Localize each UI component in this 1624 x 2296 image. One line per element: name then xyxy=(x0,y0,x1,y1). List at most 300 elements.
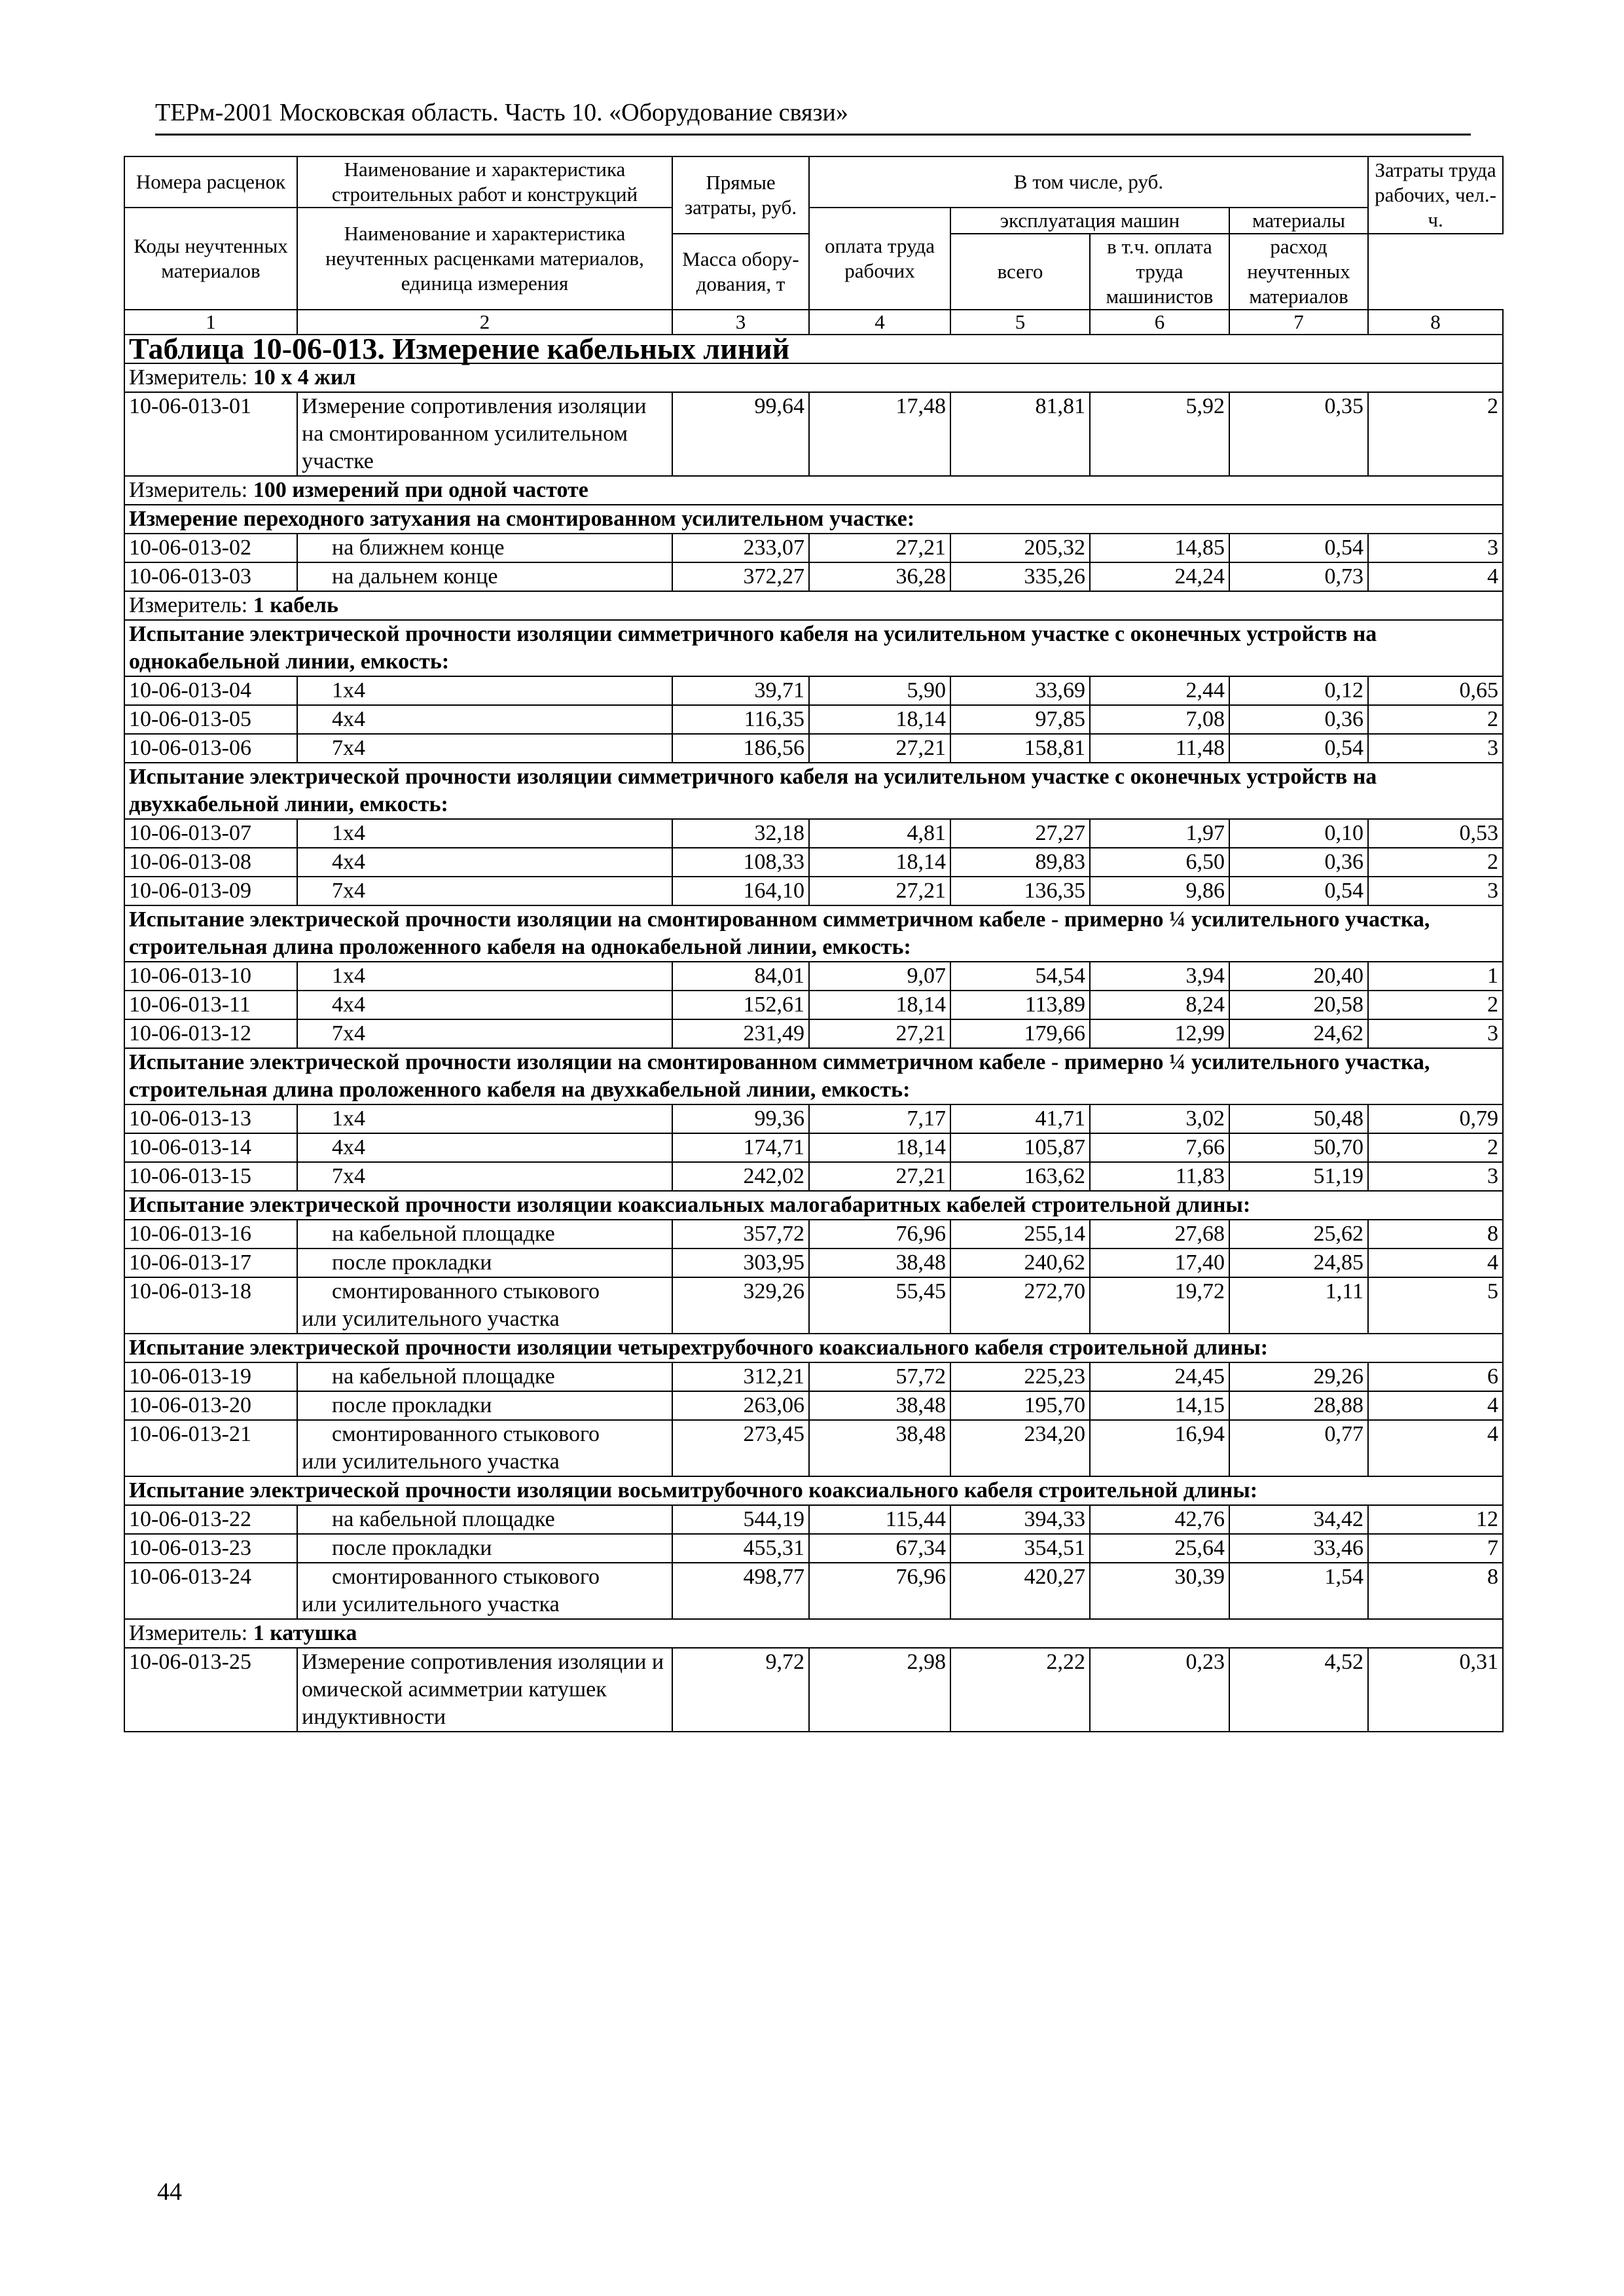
value-col7: 0,35 xyxy=(1229,392,1368,476)
value-col7: 0,54 xyxy=(1229,734,1368,763)
work-name xyxy=(297,1019,672,1048)
work-name-continuation: или усилительного участка xyxy=(302,1592,560,1616)
value-col8: 8 xyxy=(1368,1563,1503,1619)
work-name-text: после прокладки xyxy=(332,1250,492,1275)
table-row xyxy=(124,1133,1503,1162)
value-col5: 27,27 xyxy=(950,819,1090,848)
rate-code: 10-06-013-17 xyxy=(124,1248,297,1277)
value-col4: 18,14 xyxy=(809,705,950,734)
work-name-continuation: или усилительного участка xyxy=(302,1307,560,1331)
value-col7: 29,26 xyxy=(1229,1362,1368,1391)
work-name xyxy=(297,819,672,848)
value-col4: 5,90 xyxy=(809,676,950,705)
measure-value: 1 кабель xyxy=(253,593,338,617)
table-row xyxy=(124,962,1503,991)
work-name-text: смонтированного стыкового xyxy=(332,1279,600,1303)
work-name xyxy=(297,1563,672,1619)
value-col6: 8,24 xyxy=(1090,991,1229,1019)
value-col3: 498,77 xyxy=(672,1563,809,1619)
work-name-continuation: или усилительного участка xyxy=(302,1449,560,1474)
work-name-text: после прокладки xyxy=(332,1393,492,1417)
value-col5: 2,22 xyxy=(950,1648,1090,1732)
work-name xyxy=(297,1534,672,1563)
value-col4: 4,81 xyxy=(809,819,950,848)
work-name xyxy=(297,1133,672,1162)
value-col5: 158,81 xyxy=(950,734,1090,763)
value-col8: 2 xyxy=(1368,848,1503,877)
value-col8: 1 xyxy=(1368,962,1503,991)
value-col8: 4 xyxy=(1368,1248,1503,1277)
group-row xyxy=(124,1048,1503,1104)
work-name-text: 1х4 xyxy=(332,964,365,988)
work-name-text: 4х4 xyxy=(332,1135,365,1159)
value-col4: 67,34 xyxy=(809,1534,950,1563)
value-col6: 17,40 xyxy=(1090,1248,1229,1277)
work-name xyxy=(297,1391,672,1420)
value-col7: 1,54 xyxy=(1229,1563,1368,1619)
work-name xyxy=(297,1420,672,1476)
measure-row xyxy=(124,363,1503,392)
header-materials: материалы xyxy=(1229,208,1368,234)
value-col3: 455,31 xyxy=(672,1534,809,1563)
rate-code: 10-06-013-12 xyxy=(124,1019,297,1048)
rate-code: 10-06-013-03 xyxy=(124,562,297,591)
value-col6: 11,48 xyxy=(1090,734,1229,763)
value-col3: 32,18 xyxy=(672,819,809,848)
value-col7: 34,42 xyxy=(1229,1505,1368,1534)
value-col4: 2,98 xyxy=(809,1648,950,1732)
table-row xyxy=(124,734,1503,763)
rate-code: 10-06-013-13 xyxy=(124,1104,297,1133)
value-col4: 38,48 xyxy=(809,1391,950,1420)
table-row xyxy=(124,991,1503,1019)
rate-code: 10-06-013-09 xyxy=(124,877,297,905)
table-row xyxy=(124,1391,1503,1420)
value-col7: 0,54 xyxy=(1229,877,1368,905)
header-col1-bottom: Коды неучтенных материалов xyxy=(124,208,297,310)
value-col6: 0,23 xyxy=(1090,1648,1229,1732)
value-col8: 12 xyxy=(1368,1505,1503,1534)
work-name-text: 4х4 xyxy=(332,993,365,1017)
work-name xyxy=(297,848,672,877)
rate-code: 10-06-013-22 xyxy=(124,1505,297,1534)
value-col5: 54,54 xyxy=(950,962,1090,991)
value-col7: 0,12 xyxy=(1229,676,1368,705)
group-row xyxy=(124,620,1503,676)
value-col7: 51,19 xyxy=(1229,1162,1368,1191)
work-name-text: 7х4 xyxy=(332,879,365,903)
work-name-text: на дальнем конце xyxy=(332,564,498,589)
table-row xyxy=(124,1505,1503,1534)
value-col7: 28,88 xyxy=(1229,1391,1368,1420)
work-name xyxy=(297,991,672,1019)
value-col3: 39,71 xyxy=(672,676,809,705)
work-name xyxy=(297,1362,672,1391)
value-col8: 3 xyxy=(1368,1162,1503,1191)
value-col8: 4 xyxy=(1368,1391,1503,1420)
table-header xyxy=(124,156,1503,335)
header-col2-bottom: Наименование и характеристика неучтенных расценками материалов, единица измерения xyxy=(297,208,672,310)
measure-cell xyxy=(124,363,1503,392)
header-col1-top: Номера расценок xyxy=(124,156,297,208)
value-col5: 335,26 xyxy=(950,562,1090,591)
value-col5: 205,32 xyxy=(950,534,1090,562)
rate-code: 10-06-013-02 xyxy=(124,534,297,562)
value-col8: 4 xyxy=(1368,1420,1503,1476)
value-col4: 27,21 xyxy=(809,734,950,763)
rate-code: 10-06-013-10 xyxy=(124,962,297,991)
work-name-text: смонтированного стыкового xyxy=(332,1422,600,1446)
header-col5: всего xyxy=(950,234,1090,310)
value-col6: 27,68 xyxy=(1090,1220,1229,1248)
col-number: 5 xyxy=(950,310,1090,335)
table-row xyxy=(124,562,1503,591)
value-col5: 41,71 xyxy=(950,1104,1090,1133)
value-col8: 0,79 xyxy=(1368,1104,1503,1133)
value-col3: 242,02 xyxy=(672,1162,809,1191)
value-col7: 33,46 xyxy=(1229,1534,1368,1563)
value-col3: 231,49 xyxy=(672,1019,809,1048)
value-col5: 394,33 xyxy=(950,1505,1090,1534)
value-col8: 2 xyxy=(1368,705,1503,734)
col-number: 4 xyxy=(809,310,950,335)
table-title-row xyxy=(124,335,1503,363)
value-col8: 4 xyxy=(1368,562,1503,591)
value-col4: 38,48 xyxy=(809,1248,950,1277)
measure-cell xyxy=(124,591,1503,620)
group-row xyxy=(124,1476,1503,1505)
work-name xyxy=(297,534,672,562)
work-name xyxy=(297,1248,672,1277)
value-col4: 76,96 xyxy=(809,1220,950,1248)
header-machines: эксплуатация машин xyxy=(950,208,1229,234)
rate-code: 10-06-013-19 xyxy=(124,1362,297,1391)
value-col8: 2 xyxy=(1368,991,1503,1019)
col-number: 2 xyxy=(297,310,672,335)
value-col3: 174,71 xyxy=(672,1133,809,1162)
header-numbers xyxy=(124,310,1503,335)
table-row xyxy=(124,1648,1503,1732)
col-number: 8 xyxy=(1368,310,1503,335)
rate-code: 10-06-013-15 xyxy=(124,1162,297,1191)
work-name-text: на кабельной площадке xyxy=(332,1364,555,1389)
value-col5: 113,89 xyxy=(950,991,1090,1019)
value-col6: 14,85 xyxy=(1090,534,1229,562)
value-col4: 18,14 xyxy=(809,1133,950,1162)
table-row xyxy=(124,534,1503,562)
table-body xyxy=(124,332,1503,1732)
rate-code: 10-06-013-23 xyxy=(124,1534,297,1563)
col-number: 3 xyxy=(672,310,809,335)
value-col7: 20,40 xyxy=(1229,962,1368,991)
value-col8: 8 xyxy=(1368,1220,1503,1248)
value-col8: 3 xyxy=(1368,877,1503,905)
group-row xyxy=(124,1191,1503,1220)
value-col5: 105,87 xyxy=(950,1133,1090,1162)
work-name-text: смонтированного стыкового xyxy=(332,1565,600,1589)
group-row xyxy=(124,905,1503,962)
value-col6: 6,50 xyxy=(1090,848,1229,877)
value-col6: 24,45 xyxy=(1090,1362,1229,1391)
value-col5: 354,51 xyxy=(950,1534,1090,1563)
value-col3: 372,27 xyxy=(672,562,809,591)
value-col7: 24,85 xyxy=(1229,1248,1368,1277)
rate-code: 10-06-013-06 xyxy=(124,734,297,763)
value-col6: 3,94 xyxy=(1090,962,1229,991)
header-col3: Прямые затраты, руб. xyxy=(672,156,809,234)
value-col6: 16,94 xyxy=(1090,1420,1229,1476)
measure-cell xyxy=(124,476,1503,505)
value-col5: 225,23 xyxy=(950,1362,1090,1391)
value-col3: 99,36 xyxy=(672,1104,809,1133)
value-col5: 272,70 xyxy=(950,1277,1090,1334)
group-title: Испытание электрической прочности изоляции на смонтированном симметричном кабеле - примерно ¼ усилительного участка, строительная длина проложенного кабеля на однокабельной линии, емкость: xyxy=(124,905,1503,962)
group-title: Испытание электрической прочности изоляции четырехтрубочного коаксиального кабеля строительной длины: xyxy=(124,1334,1503,1362)
work-name xyxy=(297,1648,672,1732)
work-name-text: Измерение сопротивления изоляции и омической асимметрии катушек индуктивности xyxy=(302,1650,664,1729)
measure-row xyxy=(124,591,1503,620)
value-col4: 9,07 xyxy=(809,962,950,991)
value-col4: 36,28 xyxy=(809,562,950,591)
value-col5: 33,69 xyxy=(950,676,1090,705)
measure-value: 100 измерений при одной частоте xyxy=(253,478,588,502)
measure-value: 10 х 4 жил xyxy=(253,365,356,390)
value-col7: 0,36 xyxy=(1229,848,1368,877)
value-col5: 179,66 xyxy=(950,1019,1090,1048)
value-col4: 27,21 xyxy=(809,1019,950,1048)
value-col4: 55,45 xyxy=(809,1277,950,1334)
value-col3: 108,33 xyxy=(672,848,809,877)
work-name xyxy=(297,1277,672,1334)
value-col7: 0,10 xyxy=(1229,819,1368,848)
value-col3: 329,26 xyxy=(672,1277,809,1334)
value-col4: 18,14 xyxy=(809,991,950,1019)
measure-label: Измеритель: xyxy=(129,593,248,617)
group-title: Испытание электрической прочности изоляции коаксиальных малогабаритных кабелей строительной длины: xyxy=(124,1191,1503,1220)
work-name xyxy=(297,705,672,734)
work-name xyxy=(297,1505,672,1534)
value-col7: 25,62 xyxy=(1229,1220,1368,1248)
page-header: ТЕРм-2001 Московская область. Часть 10. «Оборудование связи» xyxy=(155,97,1471,136)
header-col4: оплата труда рабочих xyxy=(809,208,950,310)
rate-code: 10-06-013-14 xyxy=(124,1133,297,1162)
work-name-text: после прокладки xyxy=(332,1536,492,1560)
value-col4: 27,21 xyxy=(809,877,950,905)
col-number: 7 xyxy=(1229,310,1368,335)
header-col7: расход неучтенных материалов xyxy=(1229,234,1368,310)
value-col3: 84,01 xyxy=(672,962,809,991)
value-col8: 3 xyxy=(1368,1019,1503,1048)
page-number: 44 xyxy=(157,2178,182,2206)
value-col3: 233,07 xyxy=(672,534,809,562)
value-col6: 1,97 xyxy=(1090,819,1229,848)
value-col4: 57,72 xyxy=(809,1362,950,1391)
value-col6: 2,44 xyxy=(1090,676,1229,705)
value-col4: 38,48 xyxy=(809,1420,950,1476)
table-row xyxy=(124,1362,1503,1391)
rate-code: 10-06-013-05 xyxy=(124,705,297,734)
table-row xyxy=(124,848,1503,877)
work-name-text: Измерение сопротивления изоляции на смонтированном усилительном участке xyxy=(302,394,647,473)
value-col3: 312,21 xyxy=(672,1362,809,1391)
rate-code: 10-06-013-11 xyxy=(124,991,297,1019)
table-row xyxy=(124,676,1503,705)
value-col8: 3 xyxy=(1368,734,1503,763)
value-col6: 25,64 xyxy=(1090,1534,1229,1563)
header-incl: В том числе, руб. xyxy=(809,156,1368,208)
value-col6: 7,08 xyxy=(1090,705,1229,734)
value-col7: 4,52 xyxy=(1229,1648,1368,1732)
work-name-text: 1х4 xyxy=(332,678,365,702)
rate-code: 10-06-013-01 xyxy=(124,392,297,476)
value-col6: 42,76 xyxy=(1090,1505,1229,1534)
group-row xyxy=(124,505,1503,534)
value-col7: 0,36 xyxy=(1229,705,1368,734)
value-col7: 0,77 xyxy=(1229,1420,1368,1476)
value-col3: 9,72 xyxy=(672,1648,809,1732)
value-col7: 20,58 xyxy=(1229,991,1368,1019)
rate-code: 10-06-013-18 xyxy=(124,1277,297,1334)
table-row xyxy=(124,1563,1503,1619)
work-name-text: на кабельной площадке xyxy=(332,1222,555,1246)
value-col5: 240,62 xyxy=(950,1248,1090,1277)
header-col6: в т.ч. оплата труда машинистов xyxy=(1090,234,1229,310)
value-col3: 186,56 xyxy=(672,734,809,763)
value-col4: 18,14 xyxy=(809,848,950,877)
value-col7: 0,73 xyxy=(1229,562,1368,591)
table-row xyxy=(124,392,1503,476)
rate-code: 10-06-013-24 xyxy=(124,1563,297,1619)
value-col3: 303,95 xyxy=(672,1248,809,1277)
value-col4: 7,17 xyxy=(809,1104,950,1133)
value-col4: 27,21 xyxy=(809,534,950,562)
group-row xyxy=(124,1334,1503,1362)
value-col3: 152,61 xyxy=(672,991,809,1019)
value-col8: 5 xyxy=(1368,1277,1503,1334)
work-name xyxy=(297,562,672,591)
group-title: Испытание электрической прочности изоляции на смонтированном симметричном кабеле - примерно ¼ усилительного участка, строительная длина проложенного кабеля на двухкабельной линии, емкость: xyxy=(124,1048,1503,1104)
value-col4: 27,21 xyxy=(809,1162,950,1191)
header-col8-bottom: Масса обору-дования, т xyxy=(672,234,809,310)
rate-code: 10-06-013-21 xyxy=(124,1420,297,1476)
value-col6: 3,02 xyxy=(1090,1104,1229,1133)
table-row xyxy=(124,1534,1503,1563)
value-col3: 116,35 xyxy=(672,705,809,734)
work-name xyxy=(297,877,672,905)
value-col5: 163,62 xyxy=(950,1162,1090,1191)
rates-table xyxy=(124,156,1504,1732)
value-col7: 50,70 xyxy=(1229,1133,1368,1162)
work-name-text: 7х4 xyxy=(332,1021,365,1046)
work-name-text: 4х4 xyxy=(332,707,365,731)
work-name-text: 1х4 xyxy=(332,1106,365,1131)
table-title: Таблица 10-06-013. Измерение кабельных линий xyxy=(124,335,1503,363)
value-col3: 357,72 xyxy=(672,1220,809,1248)
value-col5: 195,70 xyxy=(950,1391,1090,1420)
work-name-text: 4х4 xyxy=(332,850,365,874)
value-col7: 1,11 xyxy=(1229,1277,1368,1334)
work-name xyxy=(297,734,672,763)
table-row xyxy=(124,877,1503,905)
measure-label: Измеритель: xyxy=(129,1621,248,1645)
table-row xyxy=(124,1420,1503,1476)
value-col5: 89,83 xyxy=(950,848,1090,877)
value-col7: 0,54 xyxy=(1229,534,1368,562)
measure-row xyxy=(124,1619,1503,1648)
value-col4: 115,44 xyxy=(809,1505,950,1534)
value-col6: 9,86 xyxy=(1090,877,1229,905)
header-col2-top: Наименование и характеристика строительных работ и конструкций xyxy=(297,156,672,208)
group-title: Испытание электрической прочности изоляции симметричного кабеля на усилительном участке с оконечных устройств на двухкабельной линии, емкость: xyxy=(124,763,1503,819)
work-name xyxy=(297,1162,672,1191)
work-name xyxy=(297,1104,672,1133)
value-col5: 97,85 xyxy=(950,705,1090,734)
work-name-text: 7х4 xyxy=(332,736,365,760)
rate-code: 10-06-013-16 xyxy=(124,1220,297,1248)
work-name xyxy=(297,1220,672,1248)
table-row xyxy=(124,1162,1503,1191)
rate-code: 10-06-013-08 xyxy=(124,848,297,877)
value-col3: 164,10 xyxy=(672,877,809,905)
value-col6: 30,39 xyxy=(1090,1563,1229,1619)
value-col3: 99,64 xyxy=(672,392,809,476)
col-number: 1 xyxy=(124,310,297,335)
measure-cell xyxy=(124,1619,1503,1648)
value-col5: 234,20 xyxy=(950,1420,1090,1476)
value-col7: 24,62 xyxy=(1229,1019,1368,1048)
value-col8: 3 xyxy=(1368,534,1503,562)
value-col8: 2 xyxy=(1368,1133,1503,1162)
work-name xyxy=(297,676,672,705)
work-name-text: 1х4 xyxy=(332,821,365,845)
work-name-text: 7х4 xyxy=(332,1164,365,1188)
value-col4: 76,96 xyxy=(809,1563,950,1619)
value-col3: 544,19 xyxy=(672,1505,809,1534)
measure-row xyxy=(124,476,1503,505)
value-col8: 0,31 xyxy=(1368,1648,1503,1732)
value-col5: 81,81 xyxy=(950,392,1090,476)
group-title: Испытание электрической прочности изоляции симметричного кабеля на усилительном участке с оконечных устройств на однокабельной линии, емкость: xyxy=(124,620,1503,676)
header-col8-top: Затраты труда рабочих, чел.-ч. xyxy=(1368,156,1503,234)
rate-code: 10-06-013-25 xyxy=(124,1648,297,1732)
value-col5: 420,27 xyxy=(950,1563,1090,1619)
value-col6: 5,92 xyxy=(1090,392,1229,476)
table-row xyxy=(124,819,1503,848)
value-col8: 2 xyxy=(1368,392,1503,476)
value-col6: 11,83 xyxy=(1090,1162,1229,1191)
table-row xyxy=(124,1277,1503,1334)
work-name-text: на кабельной площадке xyxy=(332,1507,555,1531)
value-col4: 17,48 xyxy=(809,392,950,476)
group-row xyxy=(124,763,1503,819)
table-row xyxy=(124,1104,1503,1133)
value-col3: 273,45 xyxy=(672,1420,809,1476)
value-col8: 7 xyxy=(1368,1534,1503,1563)
measure-value: 1 катушка xyxy=(253,1621,357,1645)
work-name xyxy=(297,962,672,991)
value-col5: 255,14 xyxy=(950,1220,1090,1248)
value-col5: 136,35 xyxy=(950,877,1090,905)
value-col6: 7,66 xyxy=(1090,1133,1229,1162)
table-row xyxy=(124,705,1503,734)
table-row xyxy=(124,1019,1503,1048)
rate-code: 10-06-013-20 xyxy=(124,1391,297,1420)
value-col6: 12,99 xyxy=(1090,1019,1229,1048)
measure-label: Измеритель: xyxy=(129,365,248,390)
work-name xyxy=(297,392,672,476)
group-title: Испытание электрической прочности изоляции восьмитрубочного коаксиального кабеля строительной длины: xyxy=(124,1476,1503,1505)
value-col6: 24,24 xyxy=(1090,562,1229,591)
